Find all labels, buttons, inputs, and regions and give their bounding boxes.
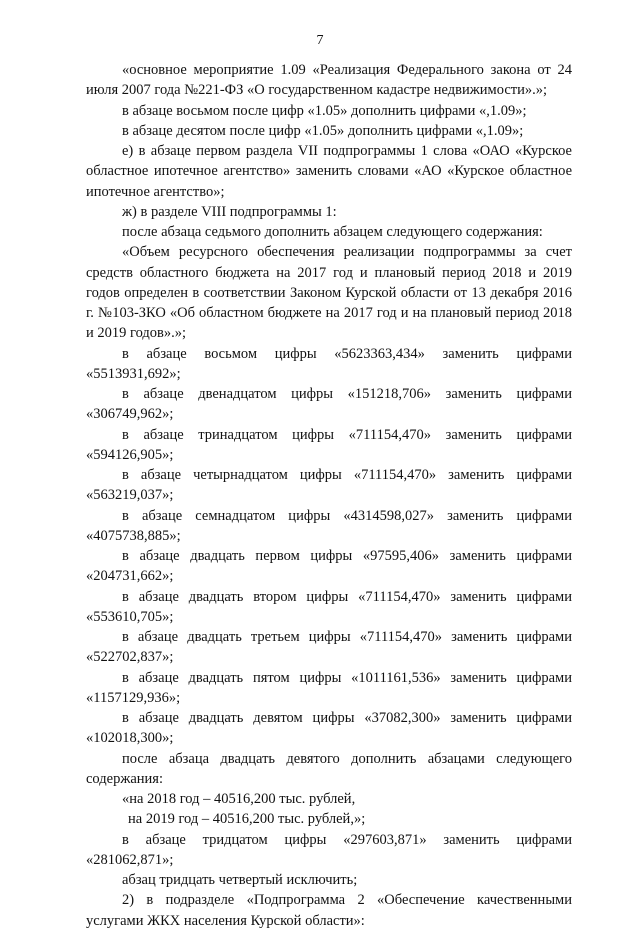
paragraph: в абзаце двадцать пятом цифры «1011161,536» заменить цифрами «1157129,936»; — [86, 669, 572, 706]
paragraph: «основное мероприятие 1.09 «Реализация Федерального закона от 24 июля 2007 года №221-ФЗ «О государственном кадастре недвижимости».»; — [86, 62, 572, 99]
paragraph: после абзаца двадцать девятого дополнить абзацами следующего содержания: — [86, 750, 572, 787]
paragraph: в абзаце десятом после цифр «1.05» дополнить цифрами «,1.09»; — [122, 122, 524, 139]
paragraph: в абзаце двадцать первом цифры «97595,406» заменить цифрами «204731,662»; — [86, 548, 572, 585]
paragraph: «Объем ресурсного обеспечения реализации подпрограммы за счет средств областного бюджета на 2017 год и плановый период 2018 и 2019 годов определен в соответствии Законом Курской области от 13 декабря 2016 г. №103-ЗКО «Об областном бюджете на 2017 год и на плановый период 2018 и 2019 годов».»; — [86, 244, 572, 342]
paragraph: ж) в разделе VIII подпрограммы 1: — [122, 203, 337, 220]
paragraph: 2) в подразделе «Подпрограмма 2 «Обеспечение качественными услугами ЖКХ населения Курской области»: — [86, 892, 572, 929]
paragraph: в абзаце тридцатом цифры «297603,871» заменить цифрами «281062,871»; — [86, 831, 572, 868]
paragraph: в абзаце двадцать втором цифры «711154,470» заменить цифрами «553610,705»; — [86, 588, 572, 625]
paragraph: в абзаце двадцать третьем цифры «711154,470» заменить цифрами «522702,837»; — [86, 629, 572, 666]
paragraph: на 2019 год – 40516,200 тыс. рублей,»; — [128, 811, 366, 828]
paragraph: в абзаце семнадцатом цифры «4314598,027» заменить цифрами «4075738,885»; — [86, 507, 572, 544]
page-number: 7 — [316, 33, 324, 48]
paragraph: в абзаце тринадцатом цифры «711154,470» заменить цифрами «594126,905»; — [86, 426, 572, 463]
paragraph: в абзаце восьмом цифры «5623363,434» заменить цифрами «5513931,692»; — [86, 345, 572, 382]
paragraph: в абзаце двенадцатом цифры «151218,706» заменить цифрами «306749,962»; — [86, 386, 572, 423]
paragraph: в абзаце восьмом после цифр «1.05» дополнить цифрами «,1.09»; — [122, 102, 527, 119]
paragraph: в абзаце двадцать девятом цифры «37082,300» заменить цифрами «102018,300»; — [86, 710, 572, 747]
paragraph: после абзаца седьмого дополнить абзацем следующего содержания: — [122, 224, 543, 240]
paragraph: в абзаце четырнадцатом цифры «711154,470» заменить цифрами «563219,037»; — [86, 467, 572, 504]
paragraph: «на 2018 год – 40516,200 тыс. рублей, — [122, 791, 356, 807]
paragraph: е) в абзаце первом раздела VII подпрограммы 1 слова «ОАО «Курское областное ипотечное агентство» заменить словами «АО «Курское областное ипотечное агентство»; — [86, 143, 572, 200]
document-body — [86, 60, 572, 931]
paragraph: абзац тридцать четвертый исключить; — [122, 872, 358, 888]
